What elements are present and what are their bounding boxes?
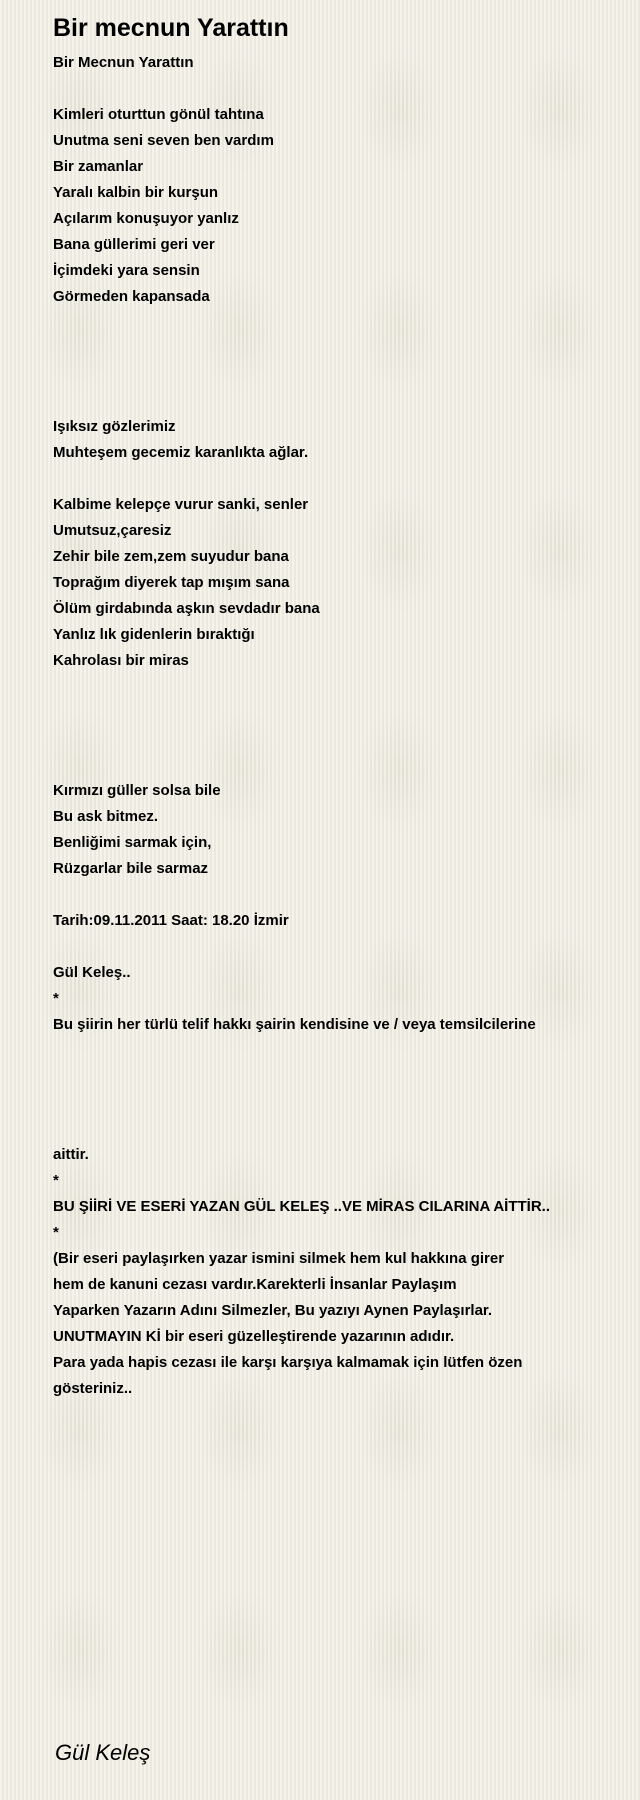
poem-line: Gül Keleş.. xyxy=(53,964,131,981)
poem-line: Kalbime kelepçe vurur sanki, senler xyxy=(53,496,309,513)
blank-line xyxy=(53,388,623,414)
poem-line: Işıksız gözlerimiz xyxy=(53,418,176,435)
blank-line xyxy=(53,336,623,362)
blank-line xyxy=(53,674,623,700)
author-signature: Gül Keleş xyxy=(55,1740,151,1765)
blank-line xyxy=(53,76,623,102)
poem-line: Toprağım diyerek tap mışım sana xyxy=(53,574,290,591)
blank-line xyxy=(53,726,623,752)
poem-line: Unutma seni seven ben vardım xyxy=(53,132,274,149)
blank-line xyxy=(53,882,623,908)
poem-line: Para yada hapis cezası ile karşı karşıya kalmamak için lütfen özen xyxy=(53,1354,523,1371)
poem-line: BU ŞİİRİ VE ESERİ YAZAN GÜL KELEŞ ..VE MİRAS CILARINA AİTTİR.. xyxy=(53,1198,551,1215)
poem-line: * xyxy=(53,1224,59,1241)
poem-line: Rüzgarlar bile sarmaz xyxy=(53,860,209,877)
poem-line: Kırmızı güller solsa bile xyxy=(53,782,221,799)
blank-line xyxy=(53,1038,623,1064)
blank-line xyxy=(53,752,623,778)
poem-line: Bu şiirin her türlü telif hakkı şairin kendisine ve / veya temsilcilerine xyxy=(53,1016,536,1033)
blank-line xyxy=(53,1090,623,1116)
poem-line: Görmeden kapansada xyxy=(53,288,210,305)
poem-line: Bir Mecnun Yarattın xyxy=(53,54,194,71)
poem-body xyxy=(53,50,623,1402)
blank-line xyxy=(53,1064,623,1090)
poem-line: aittir. xyxy=(53,1146,89,1163)
poem-line: (Bir eseri paylaşırken yazar ismini silmek hem kul hakkına girer xyxy=(53,1250,505,1267)
blank-line xyxy=(53,1116,623,1142)
poem-line: Tarih:09.11.2011 Saat: 18.20 İzmir xyxy=(53,912,289,929)
poem-line: * xyxy=(53,990,59,1007)
poem-line: Bana güllerimi geri ver xyxy=(53,236,215,253)
poem-line: Ölüm girdabında aşkın sevdadır bana xyxy=(53,600,320,617)
poem-line: Zehir bile zem,zem suyudur bana xyxy=(53,548,289,565)
blank-line xyxy=(53,362,623,388)
poem-line: UNUTMAYIN Kİ bir eseri güzelleştirende yazarının adıdır. xyxy=(53,1328,455,1345)
blank-line xyxy=(53,934,623,960)
poem-line: hem de kanuni cezası vardır.Karekterli İnsanlar Paylaşım xyxy=(53,1276,457,1293)
blank-line xyxy=(53,700,623,726)
poem-line: Açılarım konuşuyor yanlız xyxy=(53,210,239,227)
poem-line: * xyxy=(53,1172,59,1189)
poem-line: Umutsuz,çaresiz xyxy=(53,522,172,539)
poem-line: Muhteşem gecemiz karanlıkta ağlar. xyxy=(53,444,309,461)
poem-line: Yanlız lık gidenlerin bıraktığı xyxy=(53,626,255,643)
poem-line: Kahrolası bir miras xyxy=(53,652,189,669)
poem-line: Benliğimi sarmak için, xyxy=(53,834,212,851)
poem-page xyxy=(53,0,623,1402)
poem-line: Kimleri oturttun gönül tahtına xyxy=(53,106,264,123)
blank-line xyxy=(53,310,623,336)
blank-line xyxy=(53,466,623,492)
poem-line: Yaparken Yazarın Adını Silmezler, Bu yazıyı Aynen Paylaşırlar. xyxy=(53,1302,493,1319)
poem-line: Bu ask bitmez. xyxy=(53,808,159,825)
poem-line: gösteriniz.. xyxy=(53,1380,133,1397)
poem-line: İçimdeki yara sensin xyxy=(53,262,200,279)
poem-line: Bir zamanlar xyxy=(53,158,144,175)
poem-title: Bir mecnun Yarattın xyxy=(53,14,289,42)
poem-line: Yaralı kalbin bir kurşun xyxy=(53,184,219,201)
